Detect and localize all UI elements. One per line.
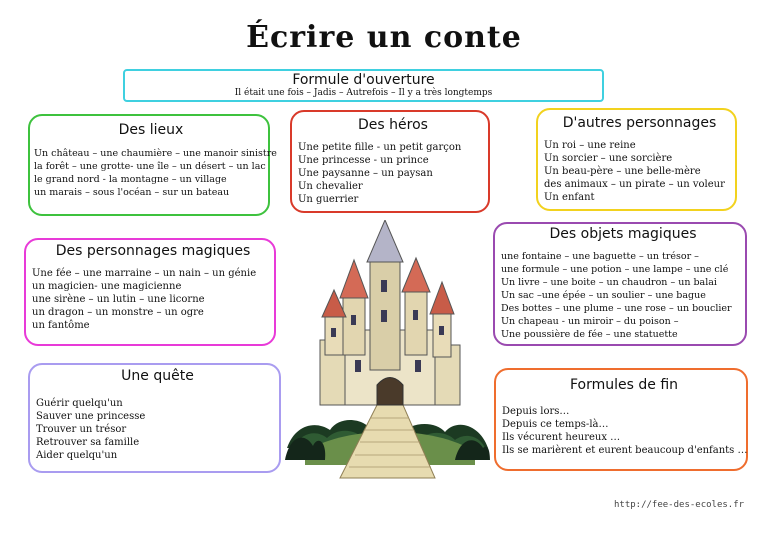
list-item: Ils se marièrent et eurent beaucoup d'enfants … [502,445,748,456]
magic-characters-box [24,238,276,346]
list-item: Un chapeau - un miroir – du poison – [501,316,679,327]
other-characters-list [544,139,735,204]
list-item: Une princesse - un prince [298,155,429,166]
list-item: Un sac –une épée – un soulier – une bague [501,290,706,301]
list-item: Un livre – une boite – un chaudron – un balai [501,277,717,288]
list-item: un magicien- une magicienne [32,281,182,292]
magic-objects-box [493,222,747,346]
list-item: Un château – une chaumière – une manoir sinistre [34,148,277,159]
magic-characters-heading: Des personnages magiques [55,243,251,259]
list-item: Ils vécurent heureux … [502,432,621,443]
list-item: Des bottes – une plume – une rose – un bouclier [501,303,732,314]
list-item: un dragon – un monstre – un ogre [32,307,204,318]
list-item: Depuis ce temps-là… [502,419,609,430]
quest-heading: Une quête [121,368,194,384]
magic-objects-list [501,250,745,341]
opening-formula-box [123,69,604,102]
page-title: Écrire un conte [246,20,522,55]
list-item: Sauver une princesse [36,411,146,422]
ending-formulas-list [502,405,746,457]
other-characters-heading: D'autres personnages [562,115,717,131]
heroes-list [298,141,488,206]
list-item: Retrouver sa famille [36,437,140,448]
list-item: Trouver un trésor [36,424,127,435]
ending-formulas-box [494,368,748,471]
list-item: Une petite fille - un petit garçon [298,142,462,153]
other-characters-box [536,108,737,211]
ending-formulas-heading: Formules de fin [569,377,679,393]
list-item: des animaux – un pirate – un voleur [544,179,725,190]
places-heading: Des lieux [118,122,184,138]
magic-objects-heading: Des objets magiques [549,226,697,242]
list-item: Un beau-père – une belle-mère [544,166,701,177]
list-item: Un roi – une reine [544,140,636,151]
list-item: un marais – sous l'océan – sur un bateau [34,187,230,198]
list-item: Un enfant [544,192,595,203]
list-item: une fontaine – une baguette – un trésor – [501,251,699,262]
opening-formula-heading: Formule d'ouverture [292,72,435,88]
list-item: Un chevalier [298,181,363,192]
list-item: un fantôme [32,320,90,331]
places-box [28,114,277,216]
list-item: une sirène – un lutin – une licorne [32,294,205,305]
list-item: Un sorcier – une sorcière [544,153,673,164]
list-item: Depuis lors… [502,406,570,417]
list-item: une formule – une potion – une lampe – une clé [501,264,729,275]
credit-link[interactable]: http://fee-des-ecoles.fr [614,500,745,510]
list-item: Une poussière de fée – une statuette [501,329,678,340]
heroes-heading: Des héros [358,117,428,133]
quest-box [28,363,281,473]
list-item: Une paysanne – un paysan [298,168,433,179]
list-item: Une fée – une marraine – un nain – un génie [32,268,257,279]
magic-characters-list [32,267,274,332]
quest-list [36,397,279,462]
opening-formula-text: Il était une fois – Jadis – Autrefois – Il y a très longtemps [234,88,493,98]
list-item: Guérir quelqu'un [36,398,123,409]
list-item: Aider quelqu'un [36,450,118,461]
list-item: le grand nord - la montagne – un village [34,174,227,185]
places-list [34,147,277,199]
list-item: Un guerrier [298,194,359,205]
list-item: la forêt – une grotte- une île – un désert – un lac [34,161,266,172]
castle-illustration [285,220,490,480]
heroes-box [290,110,490,213]
